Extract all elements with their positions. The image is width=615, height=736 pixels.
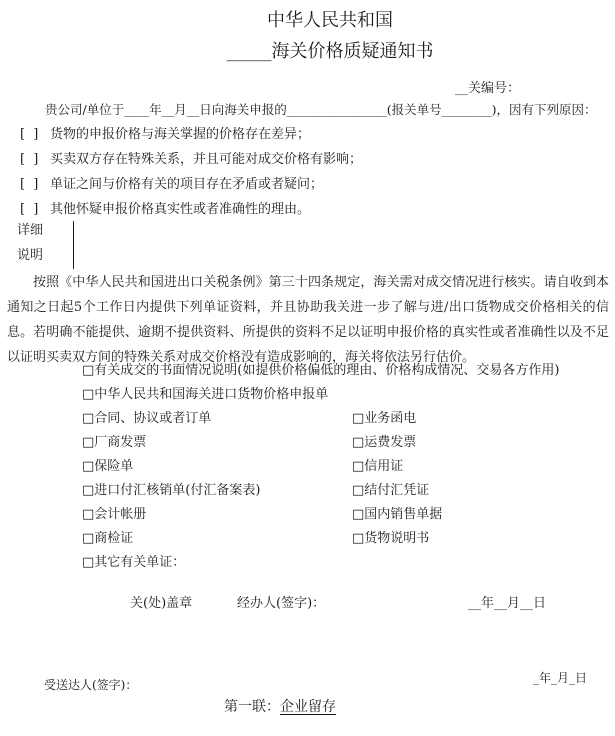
document-checkbox: □ bbox=[352, 483, 365, 498]
reason-checkbox: [ ] bbox=[20, 152, 41, 167]
checklist-row bbox=[82, 455, 615, 479]
checklist-cell bbox=[352, 435, 416, 450]
reason-checkbox: [ ] bbox=[20, 202, 41, 217]
reason-item-label: 其他怀疑申报价格真实性或者准确性的理由。 bbox=[50, 202, 311, 217]
copy-designation bbox=[224, 696, 336, 716]
checklist-item-label: 进口付汇核销单(付汇备案表) bbox=[94, 483, 261, 498]
checklist-item-label: 有关成交的书面情况说明(如提供价格偏低的理由、价格构成情况、交易各方作用) bbox=[94, 363, 560, 378]
checklist-item-label: 保险单 bbox=[94, 459, 134, 474]
legal-paragraph: 按照《中华人民共和国进出口关税条例》第三十四条规定，海关需对成交情况进行核实。请自收到本通知之日起5个工作日内提供下列单证资料，并且协助我关进一步了解与进/出口货物成交价格相关的信息。若明确不能提供、逾期不提供资料、所提供的资料不足以证明申报价格的真实性或者准确性以及不足以证明买卖双方间的特殊关系对成交价格没有造成影响的，海关将依法另行估价。 bbox=[7, 275, 609, 365]
document-checklist bbox=[82, 359, 615, 575]
checklist-item-label: 运费发票 bbox=[364, 435, 417, 450]
recipient-signature-label: 受送达人(签字)： bbox=[44, 678, 138, 692]
recipient-date-blank: _年_月_日 bbox=[533, 671, 588, 685]
checklist-item-label: 会计帐册 bbox=[94, 507, 147, 522]
detail-note-label-line2: 说明 bbox=[17, 248, 44, 263]
checklist-cell bbox=[352, 483, 429, 498]
signature-date-blank: __年__月__日 bbox=[468, 596, 547, 611]
document-checkbox: □ bbox=[82, 531, 95, 546]
checklist-item-label: 业务函电 bbox=[364, 411, 417, 426]
checklist-row bbox=[82, 503, 615, 527]
document-checkbox: □ bbox=[82, 483, 95, 498]
checklist-item-label: 商检证 bbox=[94, 531, 134, 546]
checklist-row bbox=[82, 431, 615, 455]
document-checkbox: □ bbox=[82, 387, 95, 402]
document-checkbox: □ bbox=[82, 435, 95, 450]
checklist-cell bbox=[352, 531, 429, 546]
reason-item-label: 单证之间与价格有关的项目存在矛盾或者疑问； bbox=[50, 177, 324, 192]
reason-checkbox: [ ] bbox=[20, 127, 41, 142]
document-checkbox: □ bbox=[352, 531, 365, 546]
intro-line: 贵公司/单位于____年__月__日向海关申报的________________(报关单号________)，因有下列原因： bbox=[45, 102, 597, 117]
signature-row bbox=[0, 592, 615, 612]
document-checkbox: □ bbox=[82, 555, 95, 570]
copy-value: 企业留存 bbox=[280, 699, 336, 715]
reason-item bbox=[0, 147, 615, 172]
document-checkbox: □ bbox=[82, 363, 95, 378]
checklist-row bbox=[82, 383, 615, 407]
document-checkbox: □ bbox=[82, 459, 95, 474]
checklist-row bbox=[82, 479, 615, 503]
detail-note-block bbox=[0, 218, 200, 270]
checklist-cell bbox=[82, 527, 352, 551]
checklist-row bbox=[82, 359, 615, 383]
document-checkbox: □ bbox=[352, 459, 365, 474]
title-blank-line: _____ bbox=[226, 41, 272, 62]
document-checkbox: □ bbox=[352, 507, 365, 522]
document-title bbox=[45, 37, 615, 63]
seal-label: 关(处)盖章 bbox=[130, 596, 193, 611]
checklist-item-label: 合同、协议或者订单 bbox=[94, 411, 212, 426]
reason-checklist bbox=[0, 122, 615, 222]
checklist-item-label: 信用证 bbox=[364, 459, 404, 474]
checklist-cell bbox=[82, 503, 352, 527]
checklist-cell bbox=[352, 507, 442, 522]
checklist-cell bbox=[352, 411, 416, 426]
copy-label: 第一联： bbox=[224, 699, 280, 715]
reason-checkbox: [ ] bbox=[20, 177, 41, 192]
document-checkbox: □ bbox=[82, 507, 95, 522]
checklist-cell bbox=[82, 479, 352, 503]
ref-number-line: __关编号： bbox=[455, 81, 521, 96]
checklist-item-label: 厂商发票 bbox=[94, 435, 147, 450]
checklist-item-label: 货物说明书 bbox=[364, 531, 430, 546]
reason-item-label: 货物的申报价格与海关掌握的价格存在差异； bbox=[50, 127, 311, 142]
checklist-item-label: 其它有关单证： bbox=[94, 555, 186, 570]
document-checkbox: □ bbox=[352, 411, 365, 426]
document-checkbox: □ bbox=[82, 411, 95, 426]
checklist-row bbox=[82, 551, 615, 575]
checklist-item-label: 国内销售单据 bbox=[364, 507, 443, 522]
checklist-cell bbox=[82, 407, 352, 431]
title-text: 海关价格质疑通知书 bbox=[271, 41, 434, 62]
checklist-item-label: 中华人民共和国海关进口货物价格申报单 bbox=[94, 387, 329, 402]
handler-signature-label: 经办人(签字)： bbox=[237, 596, 326, 611]
checklist-cell bbox=[82, 455, 352, 479]
reason-item-label: 买卖双方存在特殊关系，并且可能对成交价格有影响； bbox=[50, 152, 363, 167]
document-checkbox: □ bbox=[352, 435, 365, 450]
reason-item bbox=[0, 122, 615, 147]
checklist-row bbox=[82, 407, 615, 431]
reason-item bbox=[0, 172, 615, 197]
detail-note-blank-rule bbox=[73, 221, 74, 269]
detail-note-label-line1: 详细 bbox=[17, 223, 44, 238]
checklist-item-label: 结付汇凭证 bbox=[364, 483, 430, 498]
checklist-cell bbox=[82, 431, 352, 455]
document-country-title: 中华人民共和国 bbox=[267, 10, 393, 31]
checklist-cell bbox=[352, 459, 403, 474]
checklist-row bbox=[82, 527, 615, 551]
